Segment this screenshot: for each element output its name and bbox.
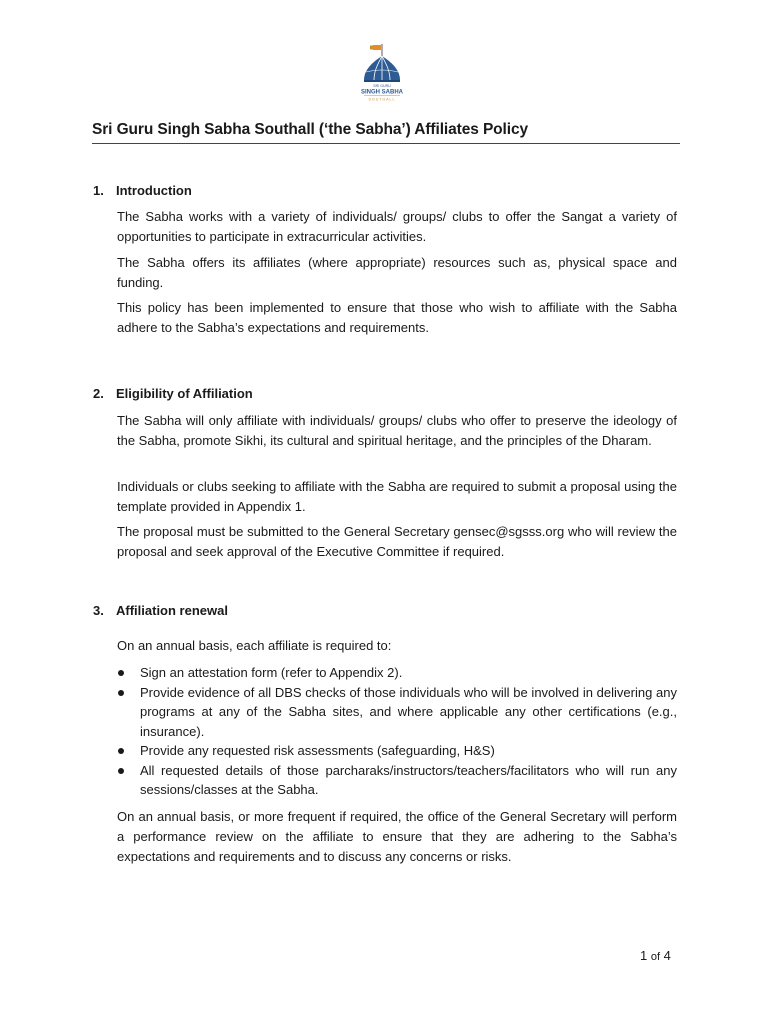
list-item-text: All requested details of those parcharaks/instructors/teachers/facilitators who will run any sessions/classes at the Sabha. [140, 762, 677, 797]
bullet-icon [118, 748, 124, 754]
section-2-heading [93, 386, 253, 401]
section-2-number: 2. [93, 386, 104, 401]
section-2-title: Eligibility of Affiliation [116, 386, 253, 401]
list-item [117, 761, 677, 800]
bullet-icon [118, 690, 124, 696]
section-3-title: Affiliation renewal [116, 603, 228, 618]
list-item [117, 741, 677, 761]
section-2-paragraph-1: The Sabha will only affiliate with individuals/ groups/ clubs who offer to preserve the ideology of the Sabha, promote Sikhi, its cultural and spiritual heritage, and the principles of the Dharam. [117, 413, 677, 448]
logo-text-line2: SINGH SABHA [360, 89, 404, 96]
section-3-closing: On an annual basis, or more frequent if required, the office of the General Secretary will perform a performance review on the affiliate to ensure that they are adhering to the Sabha’s expectations and requirements and to discuss any concerns or risks. [117, 809, 677, 864]
section-1-paragraph-3: This policy has been implemented to ensure that those who wish to affiliate with the Sabha adhere to the Sabha’s expectations and requirements. [117, 300, 677, 335]
page-total: 4 [663, 948, 671, 963]
section-1-number: 1. [93, 183, 104, 198]
document-title: Sri Guru Singh Sabha Southall (‘the Sabha’) Affiliates Policy [92, 121, 680, 144]
logo-text-line3: SOUTHALL [368, 97, 396, 102]
section-1-paragraph-2: The Sabha offers its affiliates (where appropriate) resources such as, physical space and funding. [117, 255, 677, 290]
section-3-bullet-list [117, 663, 677, 800]
list-item [117, 683, 677, 742]
list-item [117, 663, 677, 683]
section-1-title: Introduction [116, 183, 192, 198]
list-item-text: Provide any requested risk assessments (safeguarding, H&S) [140, 743, 495, 758]
bullet-icon [118, 768, 124, 774]
page-number [640, 948, 671, 963]
section-2-paragraph-3: The proposal must be submitted to the General Secretary gensec@sgsss.org who will review the proposal and seek approval of the Executive Committee if required. [117, 524, 677, 559]
section-1-heading [93, 183, 192, 198]
sabha-logo [350, 42, 414, 104]
list-item-text: Sign an attestation form (refer to Appendix 2). [140, 665, 403, 680]
bullet-icon [118, 670, 124, 676]
section-3-number: 3. [93, 603, 104, 618]
page-current: 1 [640, 948, 648, 963]
section-3-heading [93, 603, 228, 618]
logo-text-line1: SRI GURU [373, 84, 391, 88]
section-3-intro: On an annual basis, each affiliate is required to: [117, 638, 392, 653]
section-1-paragraph-1: The Sabha works with a variety of individuals/ groups/ clubs to offer the Sangat a variety of opportunities to participate in extracurricular activities. [117, 209, 677, 244]
flag-icon [373, 45, 381, 50]
page-of-label: of [650, 951, 661, 963]
list-item-text: Provide evidence of all DBS checks of those individuals who will be involved in delivering any programs at any of the Sabha sites, and where applicable any other certifications (e.g., insurance). [140, 684, 677, 739]
section-2-paragraph-2: Individuals or clubs seeking to affiliate with the Sabha are required to submit a proposal using the template provided in Appendix 1. [117, 479, 677, 514]
